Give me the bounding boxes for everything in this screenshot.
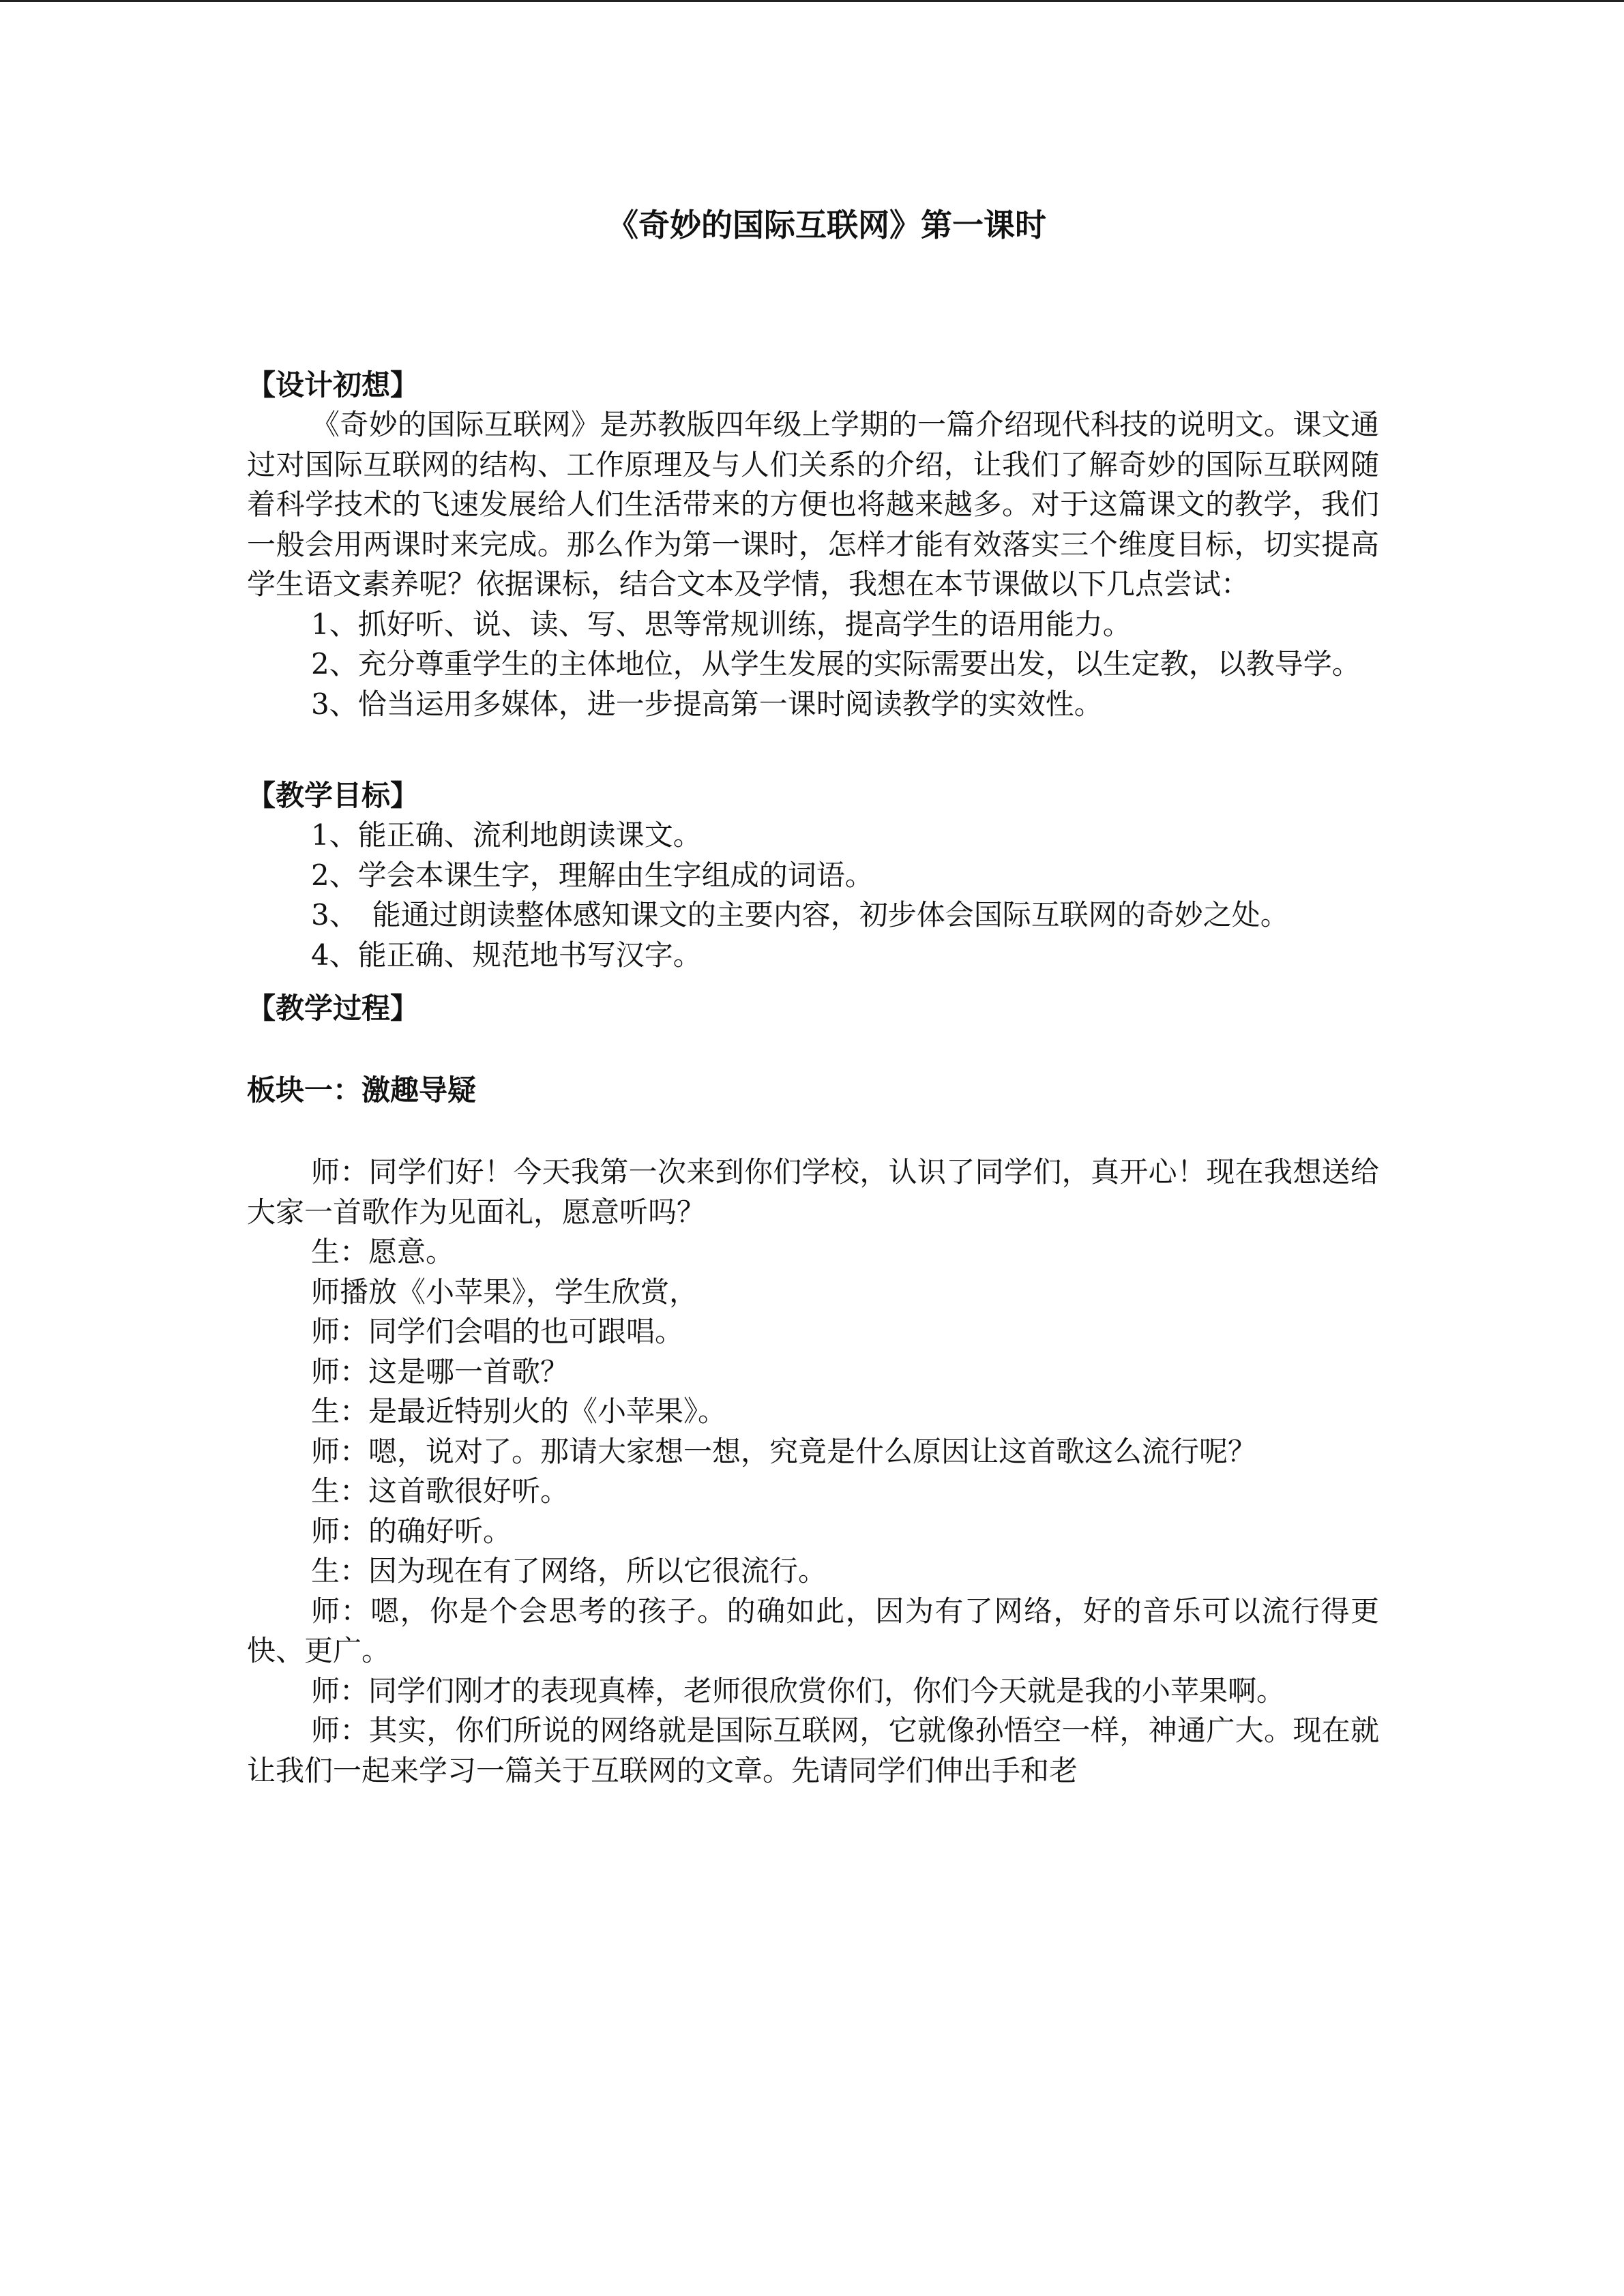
goals-heading: 【教学目标】 bbox=[247, 779, 419, 812]
goal-item-3: 3、 能通过朗读整体感知课文的主要内容，初步体会国际互联网的奇妙之处。 bbox=[311, 898, 1289, 931]
goal-item-1: 1、能正确、流利地朗读课文。 bbox=[311, 818, 702, 852]
spacer bbox=[247, 975, 1379, 989]
goal-item-2: 2、学会本课生字，理解由生字组成的词语。 bbox=[311, 858, 874, 892]
dialogue-line: 师：嗯，说对了。那请大家想一想，究竟是什么原因让这首歌这么流行呢？ bbox=[311, 1434, 1257, 1468]
design-point-3: 3、恰当运用多媒体，进一步提高第一课时阅读教学的实效性。 bbox=[311, 687, 1103, 721]
dialogue-line: 生：愿意。 bbox=[311, 1235, 455, 1268]
design-intro-paragraph: 《奇妙的国际互联网》是苏教版四年级上学期的一篇介绍现代科技的说明文。课文通过对国际互联网的结构、工作原理及与人们关系的介绍，让我们了解奇妙的国际互联网随着科学技术的飞速发展给人们生活带来的方便也将越来越多。对于这篇课文的教学，我们一般会用两课时来完成。那么作为第一课时，怎样才能有效落实三个维度目标，切实提高学生语文素养呢？依据课标，结合文本及学情，我想在本节课做以下几点尝试： bbox=[247, 408, 1379, 601]
dialogue-line: 师播放《小苹果》，学生欣赏， bbox=[311, 1274, 698, 1309]
design-point-1: 1、抓好听、说、读、写、思等常规训练，提高学生的语用能力。 bbox=[311, 607, 1132, 641]
spacer bbox=[247, 1110, 1379, 1152]
dialogue-line: 生：这首歌很好听。 bbox=[311, 1474, 570, 1508]
block-one-title: 板块一：激趣导疑 bbox=[247, 1073, 477, 1107]
dialogue-line: 师：同学们好！今天我第一次来到你们学校，认识了同学们，真开心！现在我想送给大家一首歌作为见面礼，愿意听吗？ bbox=[247, 1155, 1379, 1229]
page-top-border bbox=[0, 0, 1624, 2]
dialogue-line: 生：是最近特别火的《小苹果》。 bbox=[311, 1395, 727, 1428]
dialogue-line: 师：其实，你们所说的网络就是国际互联网，它就像孙悟空一样，神通广大。现在就让我们一起来学习一篇关于互联网的文章。先请同学们伸出手和老 bbox=[247, 1714, 1379, 1787]
process-heading: 【教学过程】 bbox=[247, 992, 419, 1025]
design-heading: 【设计初想】 bbox=[247, 368, 419, 402]
dialogue-line: 师：同学们会唱的也可跟唱。 bbox=[311, 1315, 684, 1348]
dialogue-line: 师：同学们刚才的表现真棒，老师很欣赏你们，你们今天就是我的小苹果啊。 bbox=[311, 1673, 1286, 1708]
dialogue-line: 师：嗯，你是个会思考的孩子。的确如此，因为有了网络，好的音乐可以流行得更快、更广。 bbox=[247, 1594, 1379, 1667]
dialogue-line: 生：因为现在有了网络，所以它很流行。 bbox=[311, 1554, 827, 1587]
document-title: 《奇妙的国际互联网》第一课时 bbox=[607, 207, 1046, 243]
goal-item-4: 4、能正确、规范地书写汉字。 bbox=[311, 938, 702, 972]
spacer bbox=[247, 1028, 1379, 1071]
dialogue-line: 师：的确好听。 bbox=[311, 1514, 512, 1548]
document-page bbox=[247, 205, 1379, 1791]
spacer bbox=[247, 724, 1379, 776]
design-point-2: 2、充分尊重学生的主体地位，从学生发展的实际需要出发，以生定教，以教导学。 bbox=[311, 647, 1361, 681]
dialogue-line: 师：这是哪一首歌？ bbox=[311, 1354, 570, 1388]
